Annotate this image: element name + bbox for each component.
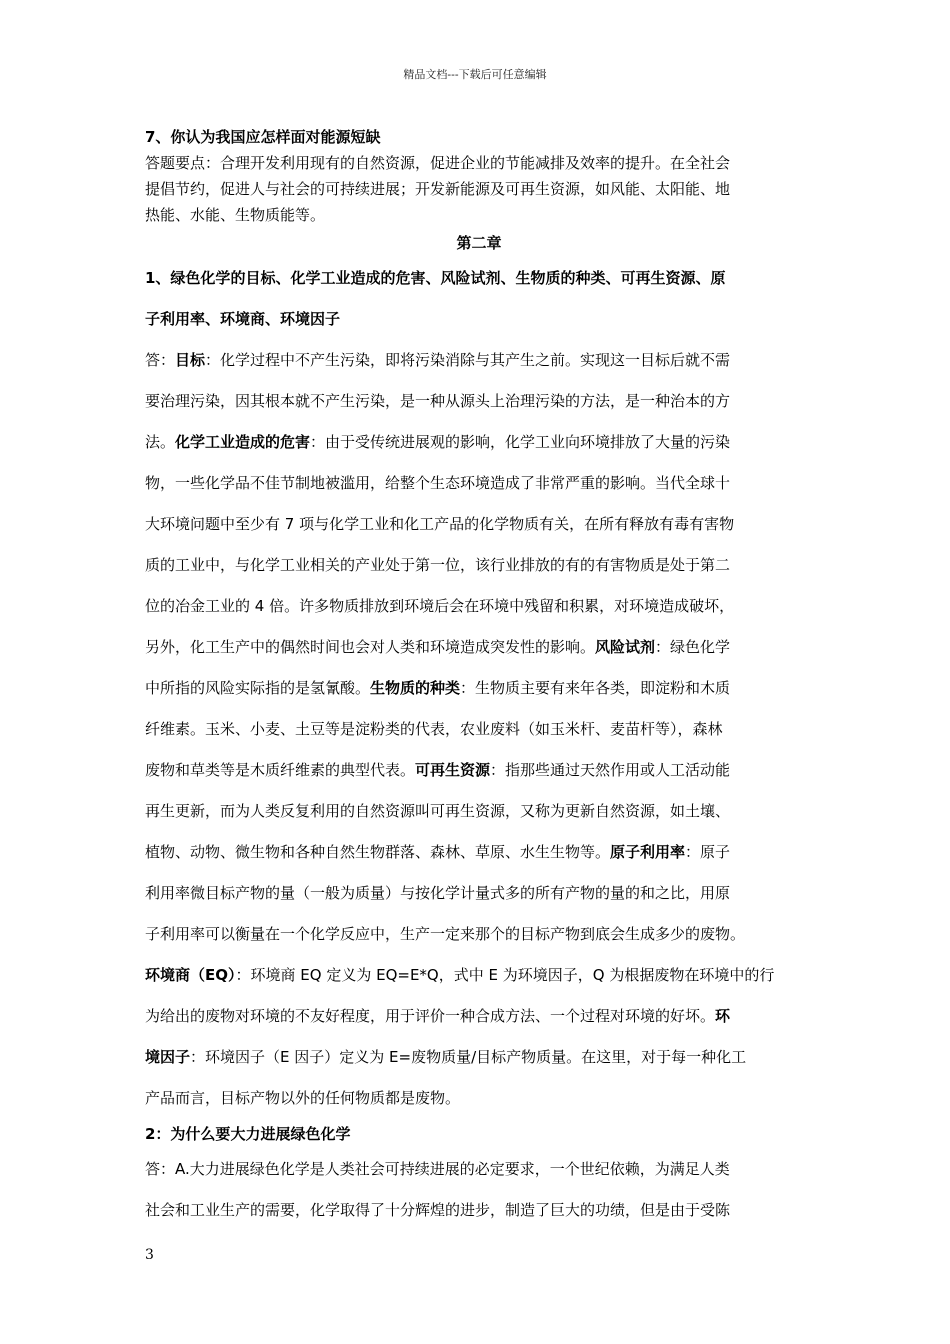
term-e-factor-end: 境因子 — [145, 1048, 191, 1066]
answer-line — [145, 340, 813, 381]
answer-text: ：原子 — [685, 843, 731, 861]
term-environmental-quotient: 环境商（EQ） — [145, 966, 236, 984]
answer-line: 质的工业中，与化学工业相关的产业处于第一位，该行业排放的有的有害物质是处于第二 — [145, 556, 731, 574]
answer-text: 法。 — [145, 433, 176, 451]
answer-line — [145, 955, 813, 996]
answer-text: 中所指的风险实际指的是氢氰酸。 — [145, 679, 371, 697]
answer-text: ：绿色化学 — [655, 638, 731, 656]
question-title-line: 子利用率、环境商、环境因子 — [145, 310, 341, 328]
answer-text: 植物、动物、微生物和各种自然生物群落、森林、草原、水生生物等。 — [145, 843, 611, 861]
answer-text: 为给出的废物对环境的不友好程度，用于评价一种合成方法、一个过程对环境的好坏。 — [145, 1007, 716, 1025]
answer-prefix: 答： — [145, 351, 176, 369]
answer-text: 废物和草类等是木质纤维素的典型代表。 — [145, 761, 416, 779]
answer-line — [145, 1037, 813, 1078]
term-goal: 目标 — [175, 351, 206, 369]
answer-text: ：生物质主要有来年各类，即淀粉和木质 — [460, 679, 731, 697]
question-7-title: 7、你认为我国应怎样面对能源短缺 — [145, 128, 381, 146]
answer-line — [145, 750, 813, 791]
answer-text: ：化学过程中不产生污染，即将污染消除与其产生之前。实现这一目标后就不需 — [205, 351, 731, 369]
answer-line: 产品而言，目标产物以外的任何物质都是废物。 — [145, 1089, 461, 1107]
term-risk-reagent: 风险试剂 — [595, 638, 656, 656]
answer-text: ：由于受传统进展观的影响，化学工业向环境排放了大量的污染 — [310, 433, 731, 451]
page-number: 3 — [145, 1247, 154, 1263]
question-2-title: 2：为什么要大力进展绿色化学 — [145, 1125, 351, 1143]
answer-text: 另外，化工生产中的偶然时间也会对人类和环境造成突发性的影响。 — [145, 638, 596, 656]
answer-line: 再生更新，而为人类反复利用的自然资源叫可再生资源，又称为更新自然资源，如土壤、 — [145, 802, 731, 820]
term-renewable-resources: 可再生资源 — [415, 761, 491, 779]
answer-line: 答题要点：合理开发利用现有的自然资源，促进企业的节能减排及效率的提升。在全社会 — [145, 154, 731, 172]
answer-line: 物，一些化学品不佳节制地被滥用，给整个生态环境造成了非常严重的影响。当代全球十 — [145, 474, 731, 492]
term-e-factor-start: 环 — [715, 1007, 731, 1025]
answer-line: 子利用率可以衡量在一个化学反应中，生产一定来那个的目标产物到底会生成多少的废物。 — [145, 925, 746, 943]
page-header: 精品文档---下载后可任意编辑 — [403, 68, 547, 81]
answer-line: 社会和工业生产的需要，化学取得了十分辉煌的进步，制造了巨大的功绩，但是由于受陈 — [145, 1201, 731, 1219]
answer-line — [145, 832, 813, 873]
answer-line: 利用率微目标产物的量（一般为质量）与按化学计量式多的所有产物的量的和之比，用原 — [145, 884, 731, 902]
chapter-title: 第二章 — [456, 234, 502, 252]
answer-text: ：环境因子（E 因子）定义为 E=废物质量/目标产物质量。在这里，对于每一种化工 — [190, 1048, 747, 1066]
answer-line: 答：A.大力进展绿色化学是人类社会可持续进展的必定要求，一个世纪依赖，为满足人类 — [145, 1160, 730, 1178]
question-1-answer — [145, 340, 813, 1119]
question-2-answer — [145, 1149, 813, 1231]
answer-line: 提倡节约，促进人与社会的可持续进展；开发新能源及可再生资源，如风能、太阳能、地 — [145, 180, 731, 198]
answer-line — [145, 668, 813, 709]
answer-line — [145, 627, 813, 668]
answer-line: 大环境问题中至少有 7 项与化学工业和化工产品的化学物质有关，在所有释放有毒有害物 — [145, 515, 735, 533]
answer-line: 位的冶金工业的 4 倍。许多物质排放到环境后会在环境中残留和积累，对环境造成破坏， — [145, 597, 735, 615]
question-1-title — [145, 258, 813, 340]
question-7-answer — [145, 150, 813, 228]
answer-line: 要治理污染，因其根本就不产生污染，是一种从源头上治理污染的方法，是一种治本的方 — [145, 392, 731, 410]
term-atom-economy: 原子利用率 — [610, 843, 686, 861]
answer-text: ：指那些通过天然作用或人工活动能 — [490, 761, 731, 779]
answer-line: 纤维素。玉米、小麦、土豆等是淀粉类的代表，农业废料（如玉米杆、麦苗杆等），森林 — [145, 720, 723, 738]
term-biomass-types: 生物质的种类 — [370, 679, 461, 697]
term-harm: 化学工业造成的危害 — [175, 433, 311, 451]
answer-line — [145, 996, 813, 1037]
answer-text: ：环境商 EQ 定义为 EQ=E*Q，式中 E 为环境因子，Q 为根据废物在环境中的行 — [235, 966, 775, 984]
answer-line — [145, 422, 813, 463]
answer-line: 热能、水能、生物质能等。 — [145, 206, 326, 224]
question-title-line: 1、绿色化学的目标、化学工业造成的危害、风险试剂、生物质的种类、可再生资源、原 — [145, 269, 726, 287]
document-body — [145, 124, 813, 1231]
